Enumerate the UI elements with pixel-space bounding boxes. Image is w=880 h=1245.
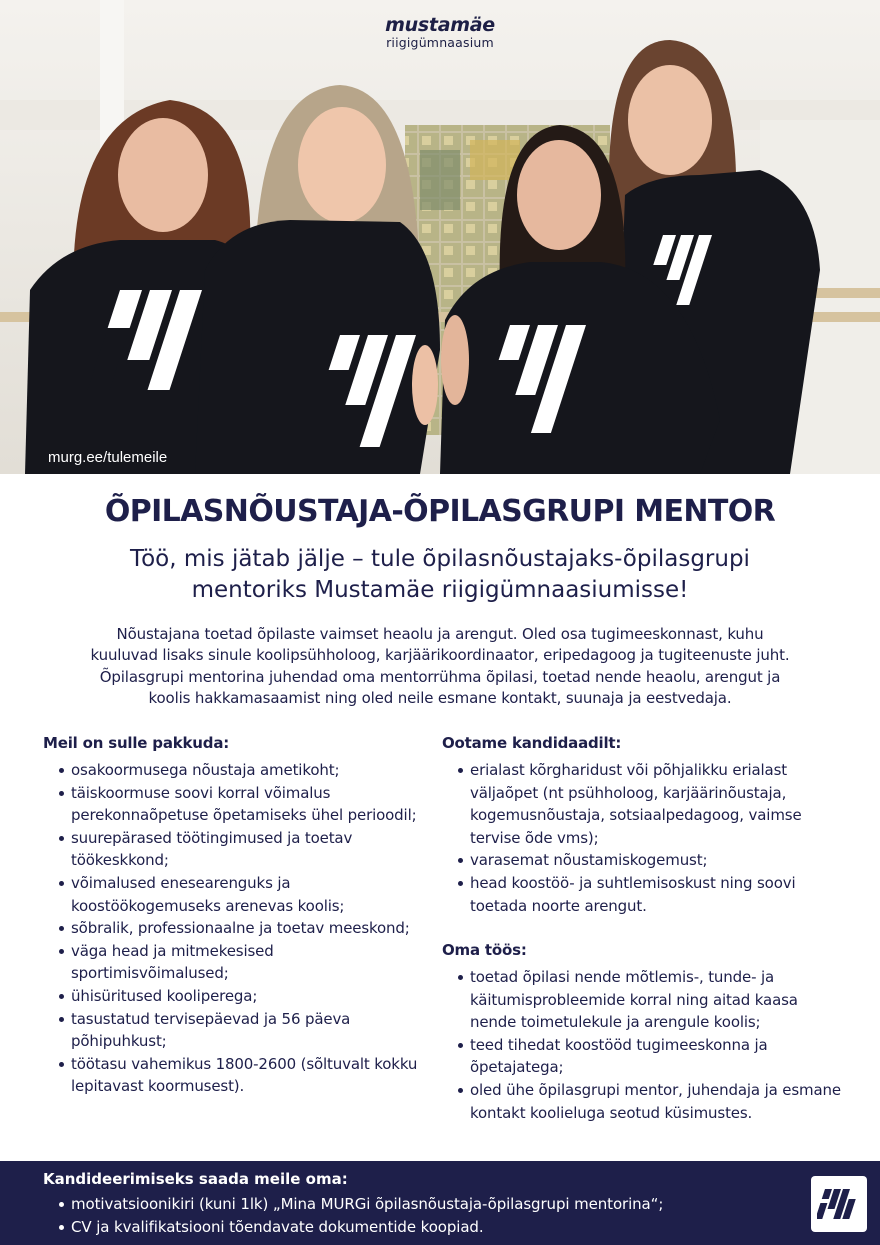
intro-line: kuuluvad lisaks sinule koolipsühholoog, karjäärikoordinaator, eripedagoog ja tugiteenuste juht. bbox=[90, 646, 790, 665]
apply-footer bbox=[0, 1161, 880, 1245]
list-item: head koostöö- ja suhtlemisoskust ning soovi toetada noorte arengut. bbox=[442, 872, 842, 917]
list-item: motivatsioonikiri (kuni 1lk) „Mina MURGi õpilasnõustaja-õpilasgrupi mentorina“; bbox=[43, 1193, 783, 1216]
intro-line: Nõustajana toetad õpilaste vaimset heaolu ja arengut. Oled osa tugimeeskonnast, kuhu bbox=[116, 625, 764, 643]
list-item: tasustatud tervisepäevad ja 56 päeva põhipuhkust; bbox=[43, 1008, 423, 1053]
subtitle bbox=[60, 544, 820, 606]
list-item: sõbralik, professionaalne ja toetav meeskond; bbox=[43, 917, 423, 940]
list-item: CV ja kvalifikatsiooni tõendavate dokumentide koopiad. bbox=[43, 1216, 783, 1239]
page-title: ÕPILASNÕUSTAJA-ÕPILASGRUPI MENTOR bbox=[104, 494, 776, 529]
school-logo bbox=[0, 16, 880, 50]
list-item: osakoormusega nõustaja ametikoht; bbox=[43, 759, 423, 782]
intro-paragraph bbox=[40, 624, 840, 709]
work-section bbox=[442, 940, 842, 1124]
photo-url-caption: murg.ee/tulemeile bbox=[48, 449, 168, 466]
list-item: erialast kõrgharidust või põhjalikku erialast väljaõpet (nt psühholoog, karjäärinõustaja, kogemusnõustaja, sotsiaalpedagoog, vaimse tervise õde vms); bbox=[442, 759, 842, 849]
offer-section bbox=[43, 733, 423, 1098]
list-item: töötasu vahemikus 1800-2600 (sõltuvalt kokku lepitavast koormusest). bbox=[43, 1053, 423, 1098]
expect-list bbox=[442, 759, 842, 917]
hero-photo bbox=[0, 0, 880, 474]
work-heading: Oma töös: bbox=[442, 941, 527, 959]
expect-section bbox=[442, 733, 842, 917]
list-item: oled ühe õpilasgrupi mentor, juhendaja ja esmane kontakt koolieluga seotud küsimustes. bbox=[442, 1079, 842, 1124]
school-emblem-icon bbox=[811, 1176, 867, 1232]
group-photo-illustration bbox=[0, 0, 880, 474]
list-item: varasemat nõustamiskogemust; bbox=[442, 849, 842, 872]
subtitle-line: Töö, mis jätab jälje – tule õpilasnõustajaks-õpilasgrupi bbox=[130, 546, 750, 572]
intro-line: koolis hakkamasaamist ning oled neile esmane kontakt, suunaja ja eestvedaja. bbox=[148, 688, 732, 707]
emblem-mark bbox=[817, 1189, 861, 1219]
offer-list bbox=[43, 759, 423, 1098]
apply-list bbox=[43, 1193, 783, 1238]
logo-wordmark: mustamäe bbox=[385, 14, 495, 36]
offer-heading: Meil on sulle pakkuda: bbox=[43, 734, 230, 752]
subtitle-line: mentoriks Mustamäe riigigümnaasiumisse! bbox=[191, 577, 689, 603]
list-item: teed tihedat koostööd tugimeeskonna ja õpetajatega; bbox=[442, 1034, 842, 1079]
list-item: ühisüritused kooliperega; bbox=[43, 985, 423, 1008]
list-item: võimalused enesearenguks ja koostöökogemuseks arenevas koolis; bbox=[43, 872, 423, 917]
logo-subtitle: riigigümnaasium bbox=[386, 35, 494, 50]
work-list bbox=[442, 966, 842, 1124]
list-item: suurepärased töötingimused ja toetav töökeskkond; bbox=[43, 827, 423, 872]
list-item: toetad õpilasi nende mõtlemis-, tunde- ja käitumisprobleemide korral ning aitad kaasa nende toimetulekule ja arengule koolis; bbox=[442, 966, 842, 1034]
apply-heading: Kandideerimiseks saada meile oma: bbox=[43, 1170, 348, 1188]
expect-heading: Ootame kandidaadilt: bbox=[442, 734, 622, 752]
intro-line: Õpilasgrupi mentorina juhendad oma mentorrühma õpilasi, toetad nende heaolu, arengut ja bbox=[99, 667, 781, 686]
list-item: täiskoormuse soovi korral võimalus perekonnaõpetuse õpetamiseks ühel perioodil; bbox=[43, 782, 423, 827]
list-item: väga head ja mitmekesised sportimisvõimalused; bbox=[43, 940, 423, 985]
